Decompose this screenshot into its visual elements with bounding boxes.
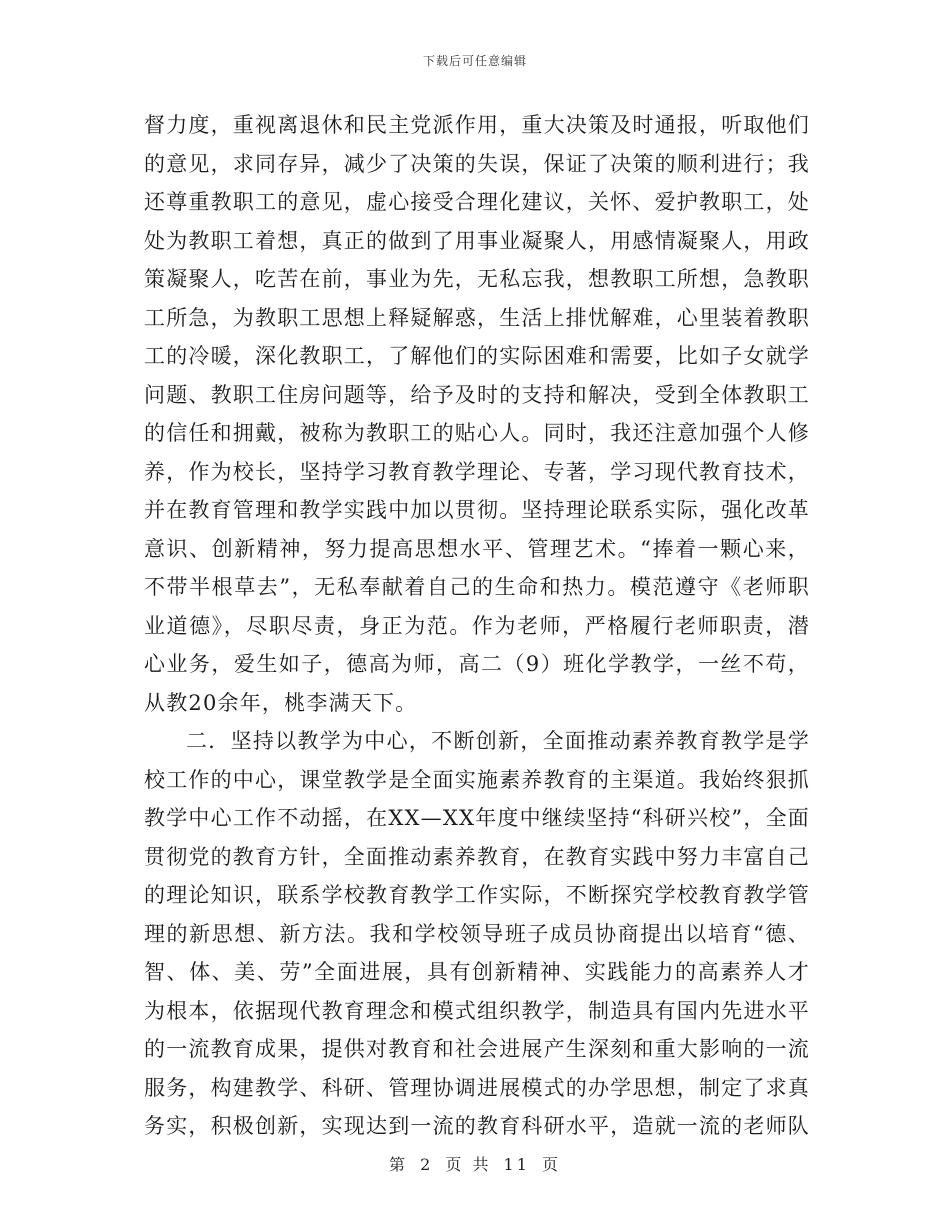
- page-footer: [0, 1152, 950, 1175]
- document-body: [144, 106, 810, 1146]
- footer-total-pages: 11: [503, 1155, 530, 1174]
- page-header: 下载后可任意编辑: [422, 54, 527, 68]
- footer-page-number: 2: [420, 1155, 434, 1174]
- paragraph-continued: 督力度，重视离退休和民主党派作用，重大决策及时通报，听取他们的意见，求同存异，减少了决策的失误，保证了决策的顺利进行；我还尊重教职工的意见，虚心接受合理化建议，关怀、爱护教职工，处处为教职工着想，真正的做到了用事业凝聚人，用感情凝聚人，用政策凝聚人，吃苦在前，事业为先，无私忘我，想教职工所想，急教职工所急，为教职工思想上释疑解惑，生活上排忧解难，心里装着教职工的冷暖，深化教职工，了解他们的实际困难和需要，比如子女就学问题、教职工住房问题等，给予及时的支持和解决，受到全体教职工的信任和拥戴，被称为教职工的贴心人。同时，我还注意加强个人修养，作为校长，坚持学习教育教学理论、专著，学习现代教育技术，并在教育管理和教学实践中加以贯彻。坚持理论联系实际，强化改革意识、创新精神，努力提高思想水平、管理艺术。“捧着一颗心来，不带半根草去”，无私奉献着自己的生命和热力。模范遵守《老师职业道德》，尽职尽责，身正为范。作为老师，严格履行老师职责，潜心业务，爱生如子，德高为师，高二（9）班化学教学，一丝不苟，从教20余年，桃李满天下。: [144, 113, 810, 715]
- footer-middle: 页 共: [445, 1155, 492, 1174]
- footer-prefix: 第: [388, 1155, 408, 1174]
- footer-suffix: 页: [542, 1155, 562, 1174]
- paragraph-section-two: 二．坚持以教学为中心，不断创新，全面推动素养教育教学是学校工作的中心，课堂教学是全面实施素养教育的主渠道。我始终狠抓教学中心工作不动摇，在XX—XX年度中继续坚持“科研兴校”，全面贯彻党的教育方针，全面推动素养教育，在教育实践中努力丰富自己的理论知识，联系学校教育教学工作实际，不断探究学校教育教学管理的新思想、新方法。我和学校领导班子成员协商提出以培育“德、智、体、美、劳”全面进展，具有创新精神、实践能力的高素养人才为根本，依据现代教育理念和模式组织教学，制造具有国内先进水平的一流教育成果，提供对教育和社会进展产生深刻和重大影响的一流服务，构建教学、科研、管理协调进展模式的办学思想，制定了求真务实，积极创新，实现达到一流的教育科研水平，造就一流的老师队: [144, 729, 810, 1138]
